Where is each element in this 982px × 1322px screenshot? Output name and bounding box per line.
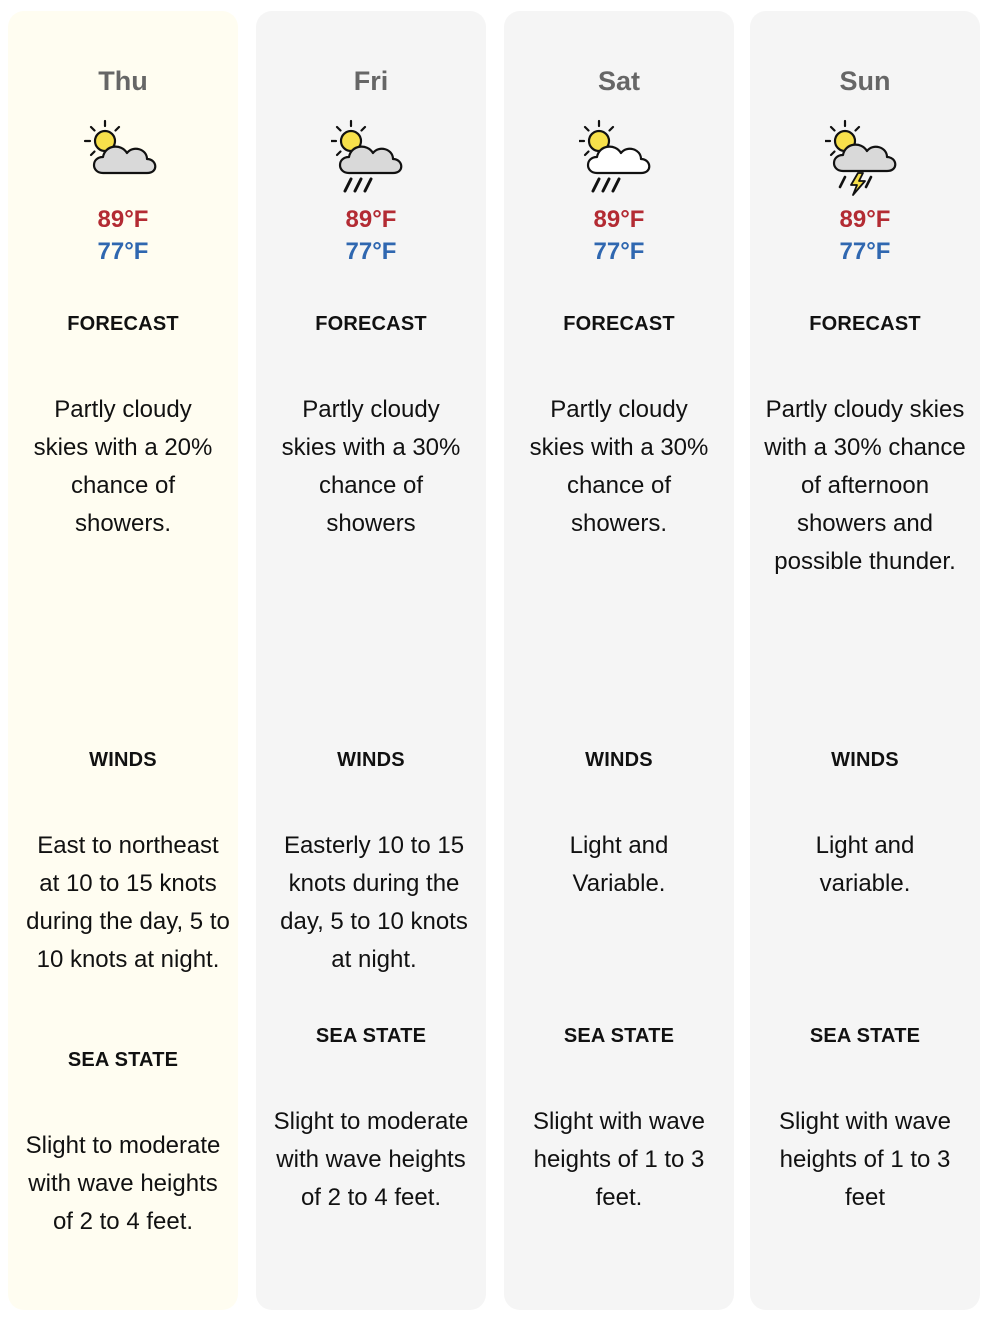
low-temp: 77°F: [839, 238, 891, 265]
sea-state-text: Slight with wave heights of 1 to 3 feet.: [532, 1108, 706, 1211]
day-name: Fri: [353, 66, 389, 96]
sea-state-text: Slight to moderate with wave heights of 2 to 4 feet.: [25, 1132, 221, 1235]
forecast-text: Partly cloudy skies with a 30% chance of showers.: [529, 396, 709, 537]
sea-state-label: SEA STATE: [67, 1049, 179, 1071]
winds-text: East to northeast at 10 to 15 knots during the day, 5 to 10 knots at night.: [26, 832, 230, 973]
forecast-text: Partly cloudy skies with a 20% chance of showers.: [33, 396, 213, 537]
high-temp: 89°F: [97, 206, 149, 233]
day-name: Sun: [839, 66, 891, 96]
sea-state-text: Slight to moderate with wave heights of 2 to 4 feet.: [273, 1108, 469, 1211]
winds-label: WINDS: [585, 749, 653, 771]
sea-state-label: SEA STATE: [563, 1025, 675, 1047]
high-temp: 89°F: [345, 206, 397, 233]
day-card-sat: [504, 11, 734, 1310]
day-card-sun: [750, 11, 980, 1310]
forecast-label: FORECAST: [809, 313, 921, 335]
thunderstorm-icon: [825, 115, 909, 199]
winds-label: WINDS: [337, 749, 405, 771]
day-name: Thu: [98, 66, 148, 96]
day-name: Sat: [597, 66, 641, 96]
sea-state-label: SEA STATE: [809, 1025, 921, 1047]
forecast-label: FORECAST: [563, 313, 675, 335]
winds-label: WINDS: [831, 749, 899, 771]
forecast-text: Partly cloudy skies with a 30% chance of afternoon showers and possible thunder.: [764, 396, 966, 575]
sea-state-text: Slight with wave heights of 1 to 3 feet: [778, 1108, 952, 1211]
winds-text: Light and variable.: [815, 832, 915, 897]
partly-cloudy-rain-icon: [579, 115, 663, 199]
high-temp: 89°F: [593, 206, 645, 233]
forecast-label: FORECAST: [67, 313, 179, 335]
low-temp: 77°F: [593, 238, 645, 265]
sea-state-label: SEA STATE: [315, 1025, 427, 1047]
partly-cloudy-icon: [83, 115, 167, 199]
high-temp: 89°F: [839, 206, 891, 233]
partly-cloudy-rain-icon: [331, 115, 415, 199]
forecast-text: Partly cloudy skies with a 30% chance of showers: [281, 396, 461, 537]
low-temp: 77°F: [345, 238, 397, 265]
winds-text: Light and Variable.: [569, 832, 669, 897]
forecast-label: FORECAST: [315, 313, 427, 335]
low-temp: 77°F: [97, 238, 149, 265]
winds-label: WINDS: [89, 749, 157, 771]
winds-text: Easterly 10 to 15 knots during the day, 5 to 10 knots at night.: [280, 832, 468, 973]
day-card-thu: [8, 11, 238, 1310]
day-card-fri: [256, 11, 486, 1310]
